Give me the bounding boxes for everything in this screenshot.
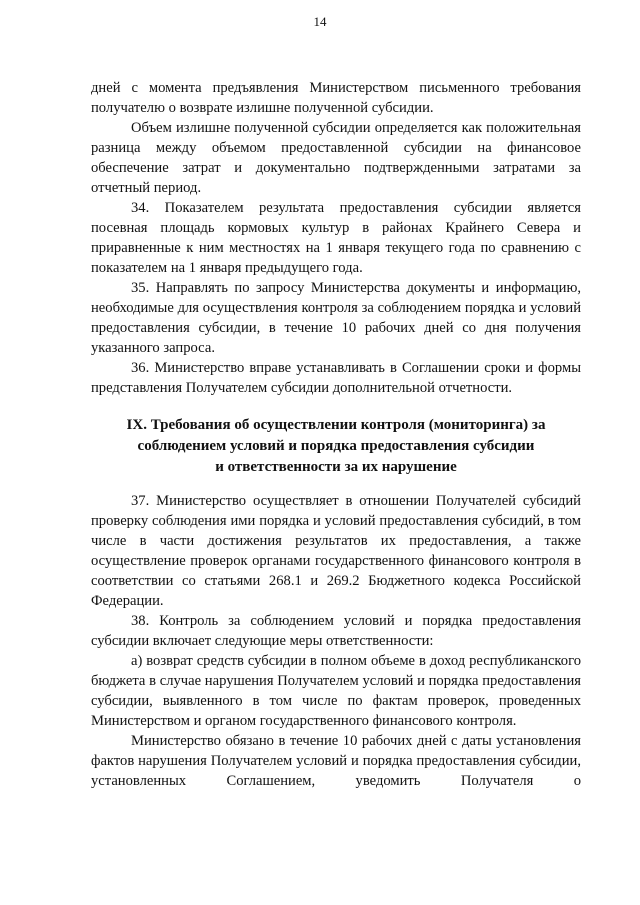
- paragraph-38: 38. Контроль за соблюдением условий и порядка предоставления субсидии включает следующие меры ответственности:: [91, 613, 581, 649]
- paragraph-38-item-a: а) возврат средств субсидии в полном объеме в доход республиканского бюджета в случае нарушения Получателем условий и порядка предоставления субсидии, выявленного в том числе по фактам проверок, проведенных Министерством и органом государственного финансового контроля.: [91, 653, 581, 729]
- paragraph-34: 34. Показателем результата предоставления субсидии является посевная площадь кормовых культур в районах Крайнего Севера и приравненные к ним местностях на 1 января текущего года по сравнению с показателем на 1 января предыдущего года.: [91, 200, 581, 276]
- paragraph-36: 36. Министерство вправе устанавливать в Соглашении сроки и формы представления Получателем субсидии дополнительной отчетности.: [91, 360, 581, 396]
- section-heading: [91, 415, 581, 478]
- paragraph-35: 35. Направлять по запросу Министерства документы и информацию, необходимые для осуществления контроля за соблюдением порядка и условий предоставления субсидии, в течение 10 рабочих дней со дня получения указанного запроса.: [91, 280, 581, 356]
- paragraph-continuation: дней с момента предъявления Министерством письменного требования получателю о возврате излишне полученной субсидии.: [91, 80, 581, 116]
- section-heading-line: IX. Требования об осуществлении контроля (мониторинга) за: [126, 417, 546, 433]
- text-block-bottom: [91, 491, 581, 791]
- paragraph-excess-amount: Объем излишне полученной субсидии определяется как положительная разница между объемом предоставленной субсидии на финансовое обеспечение затрат и документально подтвержденными затратами за отчетный период.: [91, 120, 581, 196]
- section-heading-line: и ответственности за их нарушение: [215, 459, 457, 475]
- paragraph-notification: Министерство обязано в течение 10 рабочих дней с даты установления фактов нарушения Получателем условий и порядка предоставления субсидии, установленных Соглашением, уведомить Получателя о: [91, 733, 581, 789]
- paragraph-37: 37. Министерство осуществляет в отношении Получателей субсидий проверку соблюдения ими порядка и условий предоставления субсидий, в том числе в части достижения результатов их предоставления, а также осуществление проверок органами государственного финансового контроля в соответствии со статьями 268.1 и 269.2 Бюджетного кодекса Российской Федерации.: [91, 493, 581, 609]
- section-heading-line: соблюдением условий и порядка предоставления субсидии: [137, 438, 535, 454]
- text-block-top: [91, 78, 581, 398]
- page-number: 14: [313, 14, 327, 29]
